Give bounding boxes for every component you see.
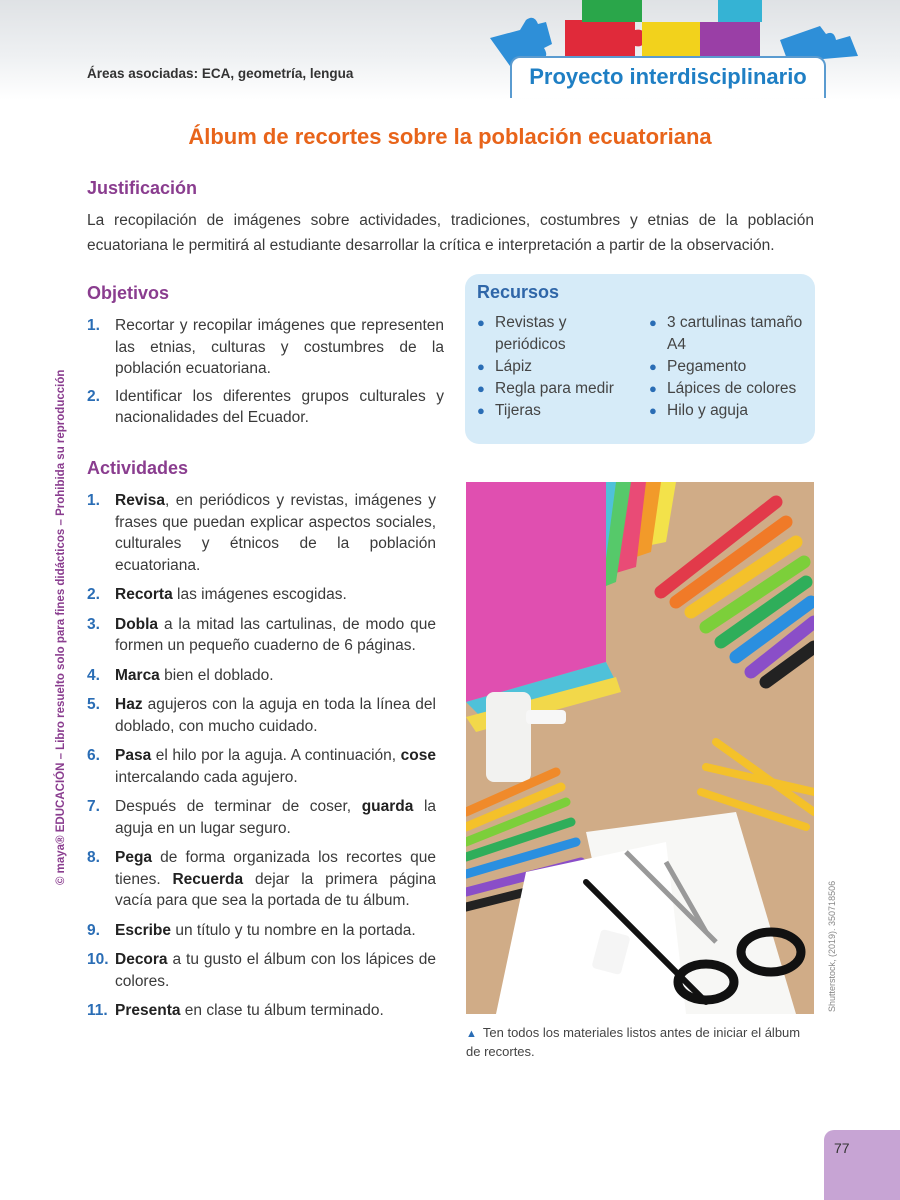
actividad-number: 2. bbox=[87, 586, 100, 603]
actividad-verb: Haz bbox=[115, 696, 143, 713]
actividad-verb: Recorta bbox=[115, 586, 173, 603]
actividades-list bbox=[87, 490, 436, 1022]
justificacion-text: La recopilación de imágenes sobre actividades, tradiciones, costumbres y etnias de la población ecuatoriana le permitirá al estudiante desarrollar la crítica e interpretación a partir de la observación. bbox=[87, 212, 814, 254]
photo-credit: Shutterstock, (2019). 350718506 bbox=[827, 880, 837, 1012]
actividad-text: las imágenes escogidas. bbox=[172, 586, 347, 603]
bullet-icon: ● bbox=[649, 315, 657, 330]
recurso-text: Lápiz bbox=[495, 358, 533, 375]
bullet-icon: ● bbox=[649, 403, 657, 418]
page-number: 77 bbox=[834, 1140, 850, 1156]
recurso-item bbox=[643, 356, 807, 378]
craft-materials-illustration bbox=[466, 482, 814, 1014]
caption-text: Ten todos los materiales listos antes de iniciar el álbum de recortes. bbox=[466, 1025, 801, 1059]
page-number-tab bbox=[824, 1130, 900, 1200]
recurso-item bbox=[471, 400, 635, 422]
actividad-number: 7. bbox=[87, 798, 100, 815]
objetivo-number: 2. bbox=[87, 387, 100, 405]
actividad-number: 10. bbox=[87, 951, 109, 968]
actividad-item bbox=[87, 920, 436, 942]
bullet-icon: ● bbox=[649, 359, 657, 374]
associated-areas: Áreas asociadas: ECA, geometría, lengua bbox=[87, 66, 354, 81]
actividad-text: un título y tu nombre en la portada. bbox=[171, 921, 416, 939]
recursos-list-left bbox=[471, 312, 635, 422]
bullet-icon: ● bbox=[477, 359, 485, 374]
actividad-verb: Pega bbox=[115, 849, 153, 866]
actividad-item bbox=[87, 745, 436, 788]
actividad-item bbox=[87, 1000, 436, 1022]
objetivo-number: 1. bbox=[87, 317, 100, 334]
bullet-icon: ● bbox=[477, 381, 485, 396]
objetivo-item bbox=[87, 315, 444, 380]
actividad-text: agujeros con la aguja en toda la línea del doblado, con mucho cuidado. bbox=[115, 696, 436, 735]
recurso-text: Tijeras bbox=[495, 402, 541, 419]
objetivo-item bbox=[87, 386, 444, 429]
actividad-text: bien el doblado. bbox=[159, 666, 274, 684]
bullet-icon: ● bbox=[477, 315, 485, 330]
objetivos-list bbox=[87, 315, 444, 429]
objetivo-text: Identificar los diferentes grupos culturales y nacionalidades del Ecuador. bbox=[115, 387, 444, 426]
recurso-text: Lápices de colores bbox=[667, 380, 797, 397]
actividad-verb: Pasa bbox=[115, 747, 152, 764]
actividad-text: a la mitad las cartulinas, de modo que formen un pequeño cuaderno de 6 páginas. bbox=[115, 615, 436, 654]
actividad-number: 1. bbox=[87, 492, 100, 509]
actividad-item bbox=[87, 847, 436, 912]
recurso-item bbox=[643, 312, 807, 356]
recursos-list-right bbox=[643, 312, 807, 422]
actividad-text: Después de terminar de coser, bbox=[115, 798, 362, 815]
actividad-text: de forma organizada los recortes que tienes. bbox=[115, 849, 436, 888]
actividad-verb: Dobla bbox=[115, 615, 159, 633]
actividad-item bbox=[87, 584, 436, 606]
recurso-item bbox=[471, 356, 635, 378]
actividad-verb: Presenta bbox=[115, 1002, 181, 1019]
actividad-verb: Decora bbox=[115, 951, 168, 968]
actividades-heading: Actividades bbox=[87, 458, 189, 478]
photo-caption bbox=[466, 1024, 816, 1060]
justificacion-heading: Justificación bbox=[87, 178, 198, 198]
recurso-text: 3 cartulinas tamaño A4 bbox=[667, 314, 803, 353]
page-title: Álbum de recortes sobre la población ecuatoriana bbox=[188, 124, 712, 149]
actividad-item bbox=[87, 796, 436, 839]
actividad-verb: Escribe bbox=[115, 921, 172, 939]
actividad-text: en clase tu álbum terminado. bbox=[180, 1002, 384, 1019]
recurso-item bbox=[643, 400, 807, 422]
actividad-verb: Marca bbox=[115, 666, 160, 684]
actividad-item bbox=[87, 490, 436, 576]
actividad-item bbox=[87, 949, 436, 992]
recurso-item bbox=[643, 378, 807, 400]
actividad-number: 5. bbox=[87, 696, 100, 713]
actividad-verb: cose bbox=[400, 747, 436, 764]
recursos-heading: Recursos bbox=[477, 282, 560, 302]
recurso-text: Regla para medir bbox=[495, 380, 614, 397]
actividad-item bbox=[87, 665, 436, 687]
actividad-item bbox=[87, 614, 436, 657]
actividad-item bbox=[87, 694, 436, 737]
recurso-text: Hilo y aguja bbox=[667, 402, 748, 419]
recurso-text: Pegamento bbox=[667, 358, 747, 375]
actividad-text: dejar la primera página vacía para que sea la portada de tu álbum. bbox=[115, 870, 436, 909]
project-title: Proyecto interdisciplinario bbox=[529, 64, 807, 89]
recursos-box bbox=[465, 274, 815, 444]
actividad-verb: Revisa bbox=[115, 492, 165, 509]
materials-photo bbox=[466, 482, 814, 1014]
copyright-sidebar: © maya® EDUCACIÓN – Libro resuelto solo para fines didácticos – Prohibida su reproducción bbox=[55, 369, 67, 885]
triangle-up-icon: ▲ bbox=[466, 1028, 477, 1040]
recurso-item bbox=[471, 312, 635, 356]
actividad-text: a tu gusto el álbum con los lápices de colores. bbox=[115, 951, 436, 990]
actividad-number: 4. bbox=[87, 666, 100, 684]
actividad-number: 11. bbox=[87, 1002, 108, 1019]
objetivo-text: Recortar y recopilar imágenes que representen las etnias, culturas y costumbres de la población ecuatoriana. bbox=[115, 317, 444, 377]
actividad-text: intercalando cada agujero. bbox=[115, 768, 298, 786]
actividad-text: , en periódicos y revistas, imágenes y frases que puedan explicar aspectos sociales, culturales y étnicos de la población ecuatoriana. bbox=[115, 492, 436, 574]
actividad-number: 6. bbox=[87, 747, 100, 764]
actividad-verb: guarda bbox=[361, 798, 414, 815]
bullet-icon: ● bbox=[477, 403, 485, 418]
actividad-text: la aguja en un lugar seguro. bbox=[115, 798, 437, 837]
actividad-number: 3. bbox=[87, 615, 100, 633]
objetivos-heading: Objetivos bbox=[87, 283, 170, 303]
actividad-number: 9. bbox=[87, 921, 100, 939]
project-tab bbox=[510, 56, 826, 98]
recurso-text: Revistas y periódicos bbox=[495, 314, 567, 353]
actividad-number: 8. bbox=[87, 849, 100, 866]
actividad-text: el hilo por la aguja. A continuación, bbox=[151, 747, 401, 764]
recurso-item bbox=[471, 378, 635, 400]
bullet-icon: ● bbox=[649, 381, 657, 396]
actividad-verb: Recuerda bbox=[172, 870, 244, 888]
